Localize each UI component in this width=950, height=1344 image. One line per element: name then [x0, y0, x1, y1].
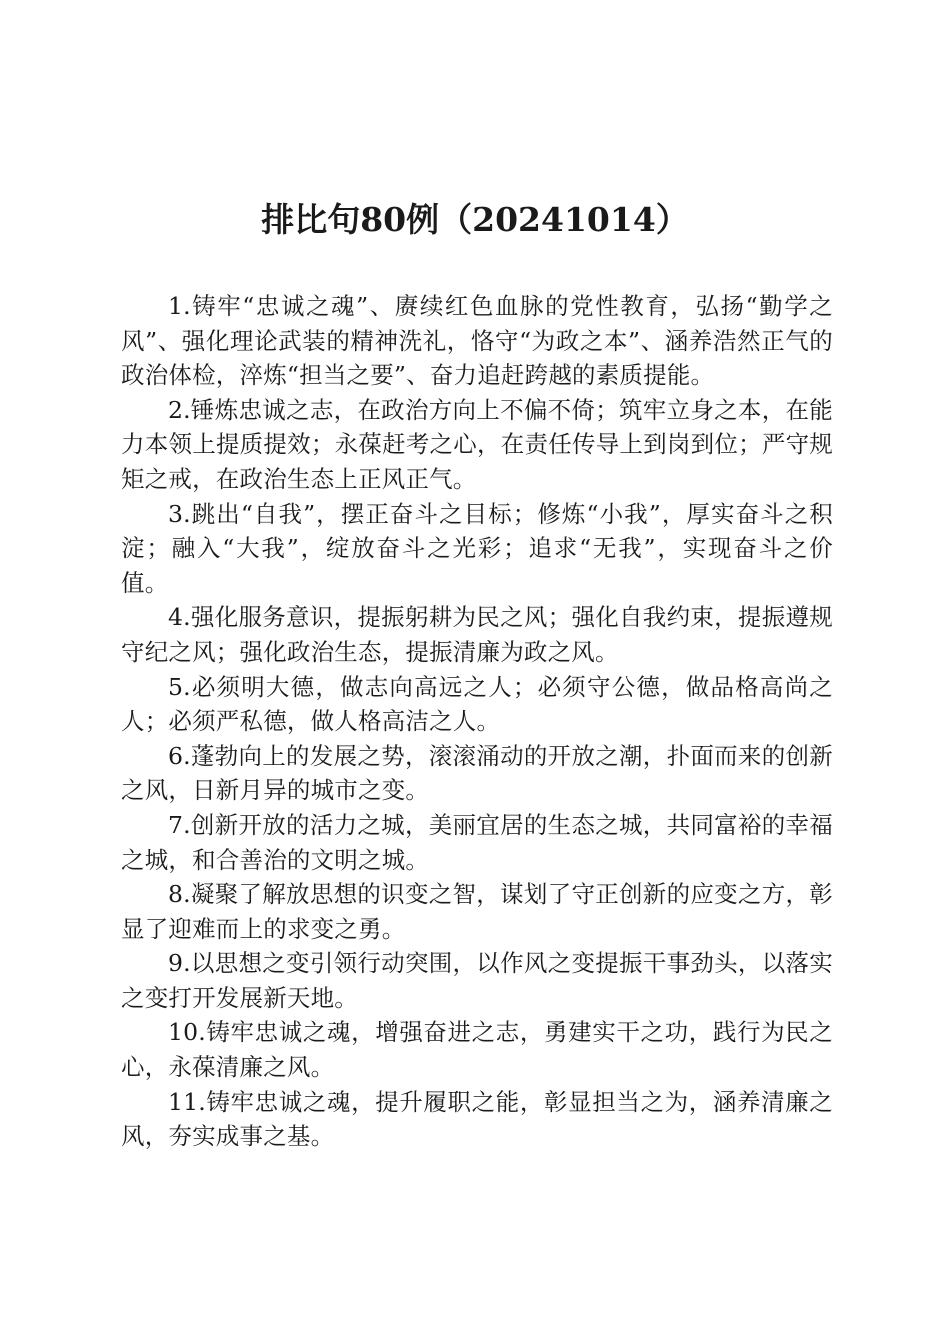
paragraph-3: 3.跳出“自我”，摆正奋斗之目标；修炼“小我”，厚实奋斗之积淀；融入“大我”，绽放奋斗之光彩；追求“无我”，实现奋斗之价值。 — [121, 499, 833, 597]
paragraph-11: 11.铸牢忠诚之魂，提升履职之能，彰显担当之为，涵养清廉之风，夯实成事之基。 — [121, 1087, 833, 1151]
document-title: 排比句80例（20241014） — [261, 200, 689, 239]
paragraph-5: 5.必须明大德，做志向高远之人；必须守公德，做品格高尚之人；必须严私德，做人格高洁之人。 — [121, 672, 833, 736]
paragraph-2: 2.锤炼忠诚之志，在政治方向上不偏不倚；筑牢立身之本，在能力本领上提质提效；永葆赶考之心，在责任传导上到岗到位；严守规矩之戒，在政治生态上正风正气。 — [121, 395, 833, 493]
paragraph-6: 6.蓬勃向上的发展之势，滚滚涌动的开放之潮，扑面而来的创新之风，日新月异的城市之变。 — [121, 741, 833, 805]
paragraph-10: 10.铸牢忠诚之魂，增强奋进之志，勇建实干之功，践行为民之心，永葆清廉之风。 — [121, 1018, 833, 1082]
paragraph-8: 8.凝聚了解放思想的识变之智，谋划了守正创新的应变之方，彰显了迎难而上的求变之勇。 — [121, 880, 833, 943]
document-body — [121, 289, 833, 1154]
paragraph-7: 7.创新开放的活力之城，美丽宜居的生态之城，共同富裕的幸福之城，和合善治的文明之城。 — [121, 810, 833, 874]
paragraph-4: 4.强化服务意识，提振躬耕为民之风；强化自我约束，提振遵规守纪之风；强化政治生态，提振清廉为政之风。 — [121, 603, 833, 666]
paragraph-9: 9.以思想之变引领行动突围，以作风之变提振干事劲头，以落实之变打开发展新天地。 — [121, 949, 833, 1012]
paragraph-1: 1.铸牢“忠诚之魂”、赓续红色血脉的党性教育，弘扬“勤学之风”、强化理论武装的精神洗礼，恪守“为政之本”、涵养浩然正气的政治体检，淬炼“担当之要”、奋力追赶跨越的素质提能。 — [121, 292, 833, 390]
